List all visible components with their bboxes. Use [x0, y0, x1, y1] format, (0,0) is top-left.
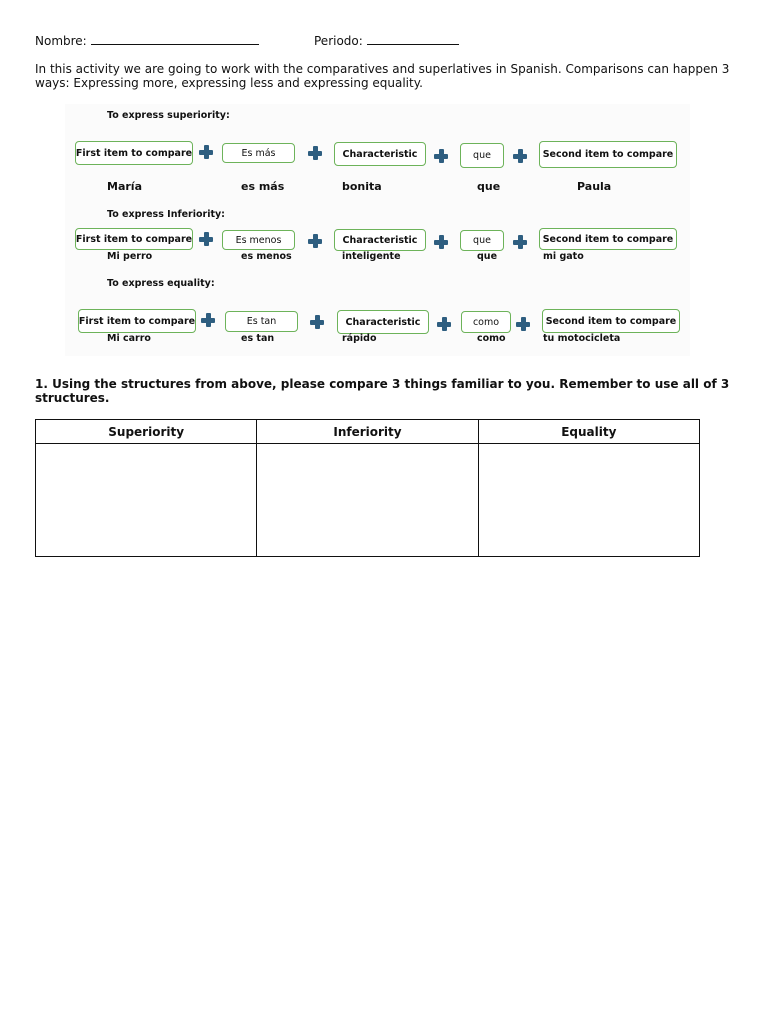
inferiority-example-second: mi gato: [543, 251, 584, 262]
equality-box-second: Second item to compare: [542, 309, 680, 333]
plus-icon: [308, 146, 322, 160]
equality-example-connector: como: [477, 333, 506, 344]
table-header-row: [36, 420, 700, 444]
table-row: [36, 444, 700, 557]
inferiority-box-characteristic: Characteristic: [334, 229, 426, 251]
plus-icon: [201, 313, 215, 327]
superiority-box-connector: que: [460, 143, 504, 168]
nombre-blank[interactable]: [91, 34, 259, 45]
nombre-label: Nombre:: [35, 34, 87, 48]
superiority-example-connector: que: [477, 180, 501, 193]
answer-cell-equality[interactable]: [478, 444, 699, 557]
question-1: 1. Using the structures from above, please compare 3 things familiar to you. Remember to use all of 3 structures.: [35, 377, 730, 405]
inferiority-example-characteristic: inteligente: [342, 251, 401, 262]
superiority-example-second: Paula: [577, 180, 612, 193]
equality-box-comparative: Es tan: [225, 311, 298, 332]
equality-example-characteristic: rápido: [342, 333, 377, 344]
inferiority-heading: To express Inferiority:: [107, 209, 225, 220]
plus-icon: [308, 234, 322, 248]
inferiority-example-connector: que: [477, 251, 498, 262]
equality-heading: To express equality:: [107, 278, 215, 289]
answer-cell-superiority[interactable]: [36, 444, 257, 557]
superiority-box-characteristic: Characteristic: [334, 142, 426, 166]
superiority-box-second: Second item to compare: [539, 141, 677, 168]
column-header-superiority: Superiority: [36, 420, 257, 444]
equality-example-second: tu motocicleta: [543, 333, 621, 344]
plus-icon: [434, 149, 448, 163]
comparison-diagram: [65, 104, 690, 356]
equality-example-first: Mi carro: [107, 333, 151, 344]
intro-paragraph: In this activity we are going to work with the comparatives and superlatives in Spanish. Comparisons can happen 3 ways: Expressing more, expressing less and expressing equality.: [35, 62, 730, 90]
plus-icon: [513, 149, 527, 163]
periodo-field: [314, 34, 459, 48]
plus-icon: [199, 232, 213, 246]
nombre-field: [35, 34, 259, 48]
plus-icon: [434, 235, 448, 249]
plus-icon: [310, 315, 324, 329]
inferiority-box-connector: que: [460, 230, 504, 251]
superiority-box-comparative: Es más: [222, 143, 295, 163]
superiority-example-first: María: [107, 180, 142, 193]
plus-icon: [516, 317, 530, 331]
equality-example-comparative: es tan: [241, 333, 275, 344]
plus-icon: [199, 145, 213, 159]
equality-box-connector: como: [461, 311, 511, 333]
equality-box-characteristic: Characteristic: [337, 310, 429, 334]
equality-box-first: First item to compare: [78, 309, 196, 333]
superiority-example-characteristic: bonita: [342, 180, 382, 193]
periodo-blank[interactable]: [367, 34, 459, 45]
inferiority-example-first: Mi perro: [107, 251, 153, 262]
plus-icon: [437, 317, 451, 331]
inferiority-example-comparative: es menos: [241, 251, 292, 262]
superiority-example-comparative: es más: [241, 180, 285, 193]
inferiority-box-comparative: Es menos: [222, 230, 295, 250]
plus-icon: [513, 235, 527, 249]
superiority-heading: To express superiority:: [107, 110, 230, 121]
answer-cell-inferiority[interactable]: [257, 444, 478, 557]
column-header-inferiority: Inferiority: [257, 420, 478, 444]
column-header-equality: Equality: [478, 420, 699, 444]
inferiority-box-second: Second item to compare: [539, 228, 677, 250]
superiority-box-first: First item to compare: [75, 141, 193, 165]
periodo-label: Periodo:: [314, 34, 363, 48]
inferiority-box-first: First item to compare: [75, 228, 193, 250]
answer-table: [35, 419, 700, 557]
